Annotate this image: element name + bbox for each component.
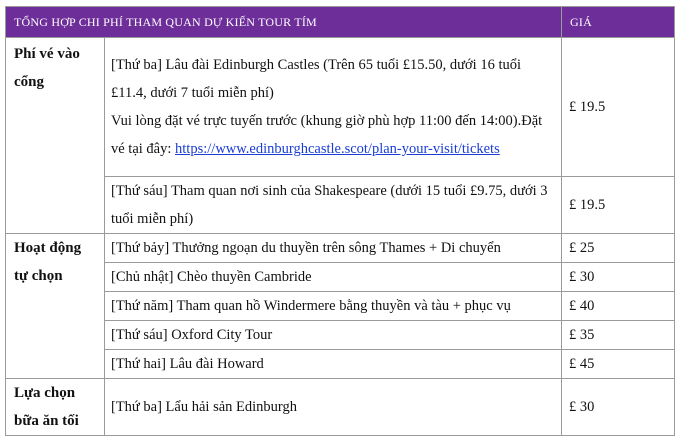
price-cell: £ 45 <box>562 350 675 379</box>
table-header-row <box>6 7 675 38</box>
table-row <box>6 234 675 263</box>
description-cell: [Thứ năm] Tham quan hồ Windermere bằng thuyền và tàu + phục vụ <box>105 292 562 321</box>
price-cell: £ 40 <box>562 292 675 321</box>
table-row <box>6 38 675 177</box>
description-cell: [Chủ nhật] Chèo thuyền Cambride <box>105 263 562 292</box>
table-row <box>6 177 675 234</box>
price-cell: £ 30 <box>562 379 675 436</box>
table-row <box>6 379 675 436</box>
description-cell: [Thứ bảy] Thưởng ngoạn du thuyền trên sông Thames + Di chuyển <box>105 234 562 263</box>
description-text: [Thứ ba] Lâu đài Edinburgh Castles (Trên 65 tuổi £15.50, dưới 16 tuổi £11.4, dưới 7 tuổi miễn phí) <box>111 57 522 101</box>
price-header: GIÁ <box>562 7 675 38</box>
description-cell: [Thứ sáu] Oxford City Tour <box>105 321 562 350</box>
table-row <box>6 350 675 379</box>
description-note: Vui lòng đặt vé trực tuyến trước (khung giờ phù hợp 11:00 đến 14:00).Đặt vé tại đây: <box>111 113 543 157</box>
table-row <box>6 263 675 292</box>
cost-table <box>5 6 675 436</box>
table-title: TỔNG HỢP CHI PHÍ THAM QUAN DỰ KIẾN TOUR TÍM <box>6 7 562 38</box>
price-cell: £ 19.5 <box>562 38 675 177</box>
description-cell: [Thứ ba] Lẩu hải sản Edinburgh <box>105 379 562 436</box>
description-cell: [Thứ sáu] Tham quan nơi sinh của Shakespeare (dưới 15 tuổi £9.75, dưới 3 tuổi miễn phí) <box>105 177 562 234</box>
category-cell: Hoạt động tự chọn <box>6 234 105 379</box>
table-row <box>6 321 675 350</box>
description-cell: [Thứ hai] Lâu đài Howard <box>105 350 562 379</box>
description-cell <box>105 38 562 177</box>
price-cell: £ 19.5 <box>562 177 675 234</box>
price-cell: £ 30 <box>562 263 675 292</box>
category-cell: Phí vé vào cổng <box>6 38 105 234</box>
category-cell: Lựa chọn bữa ăn tối <box>6 379 105 436</box>
price-cell: £ 25 <box>562 234 675 263</box>
ticket-link[interactable]: https://www.edinburghcastle.scot/plan-your-visit/tickets <box>175 141 500 157</box>
price-cell: £ 35 <box>562 321 675 350</box>
table-row <box>6 292 675 321</box>
